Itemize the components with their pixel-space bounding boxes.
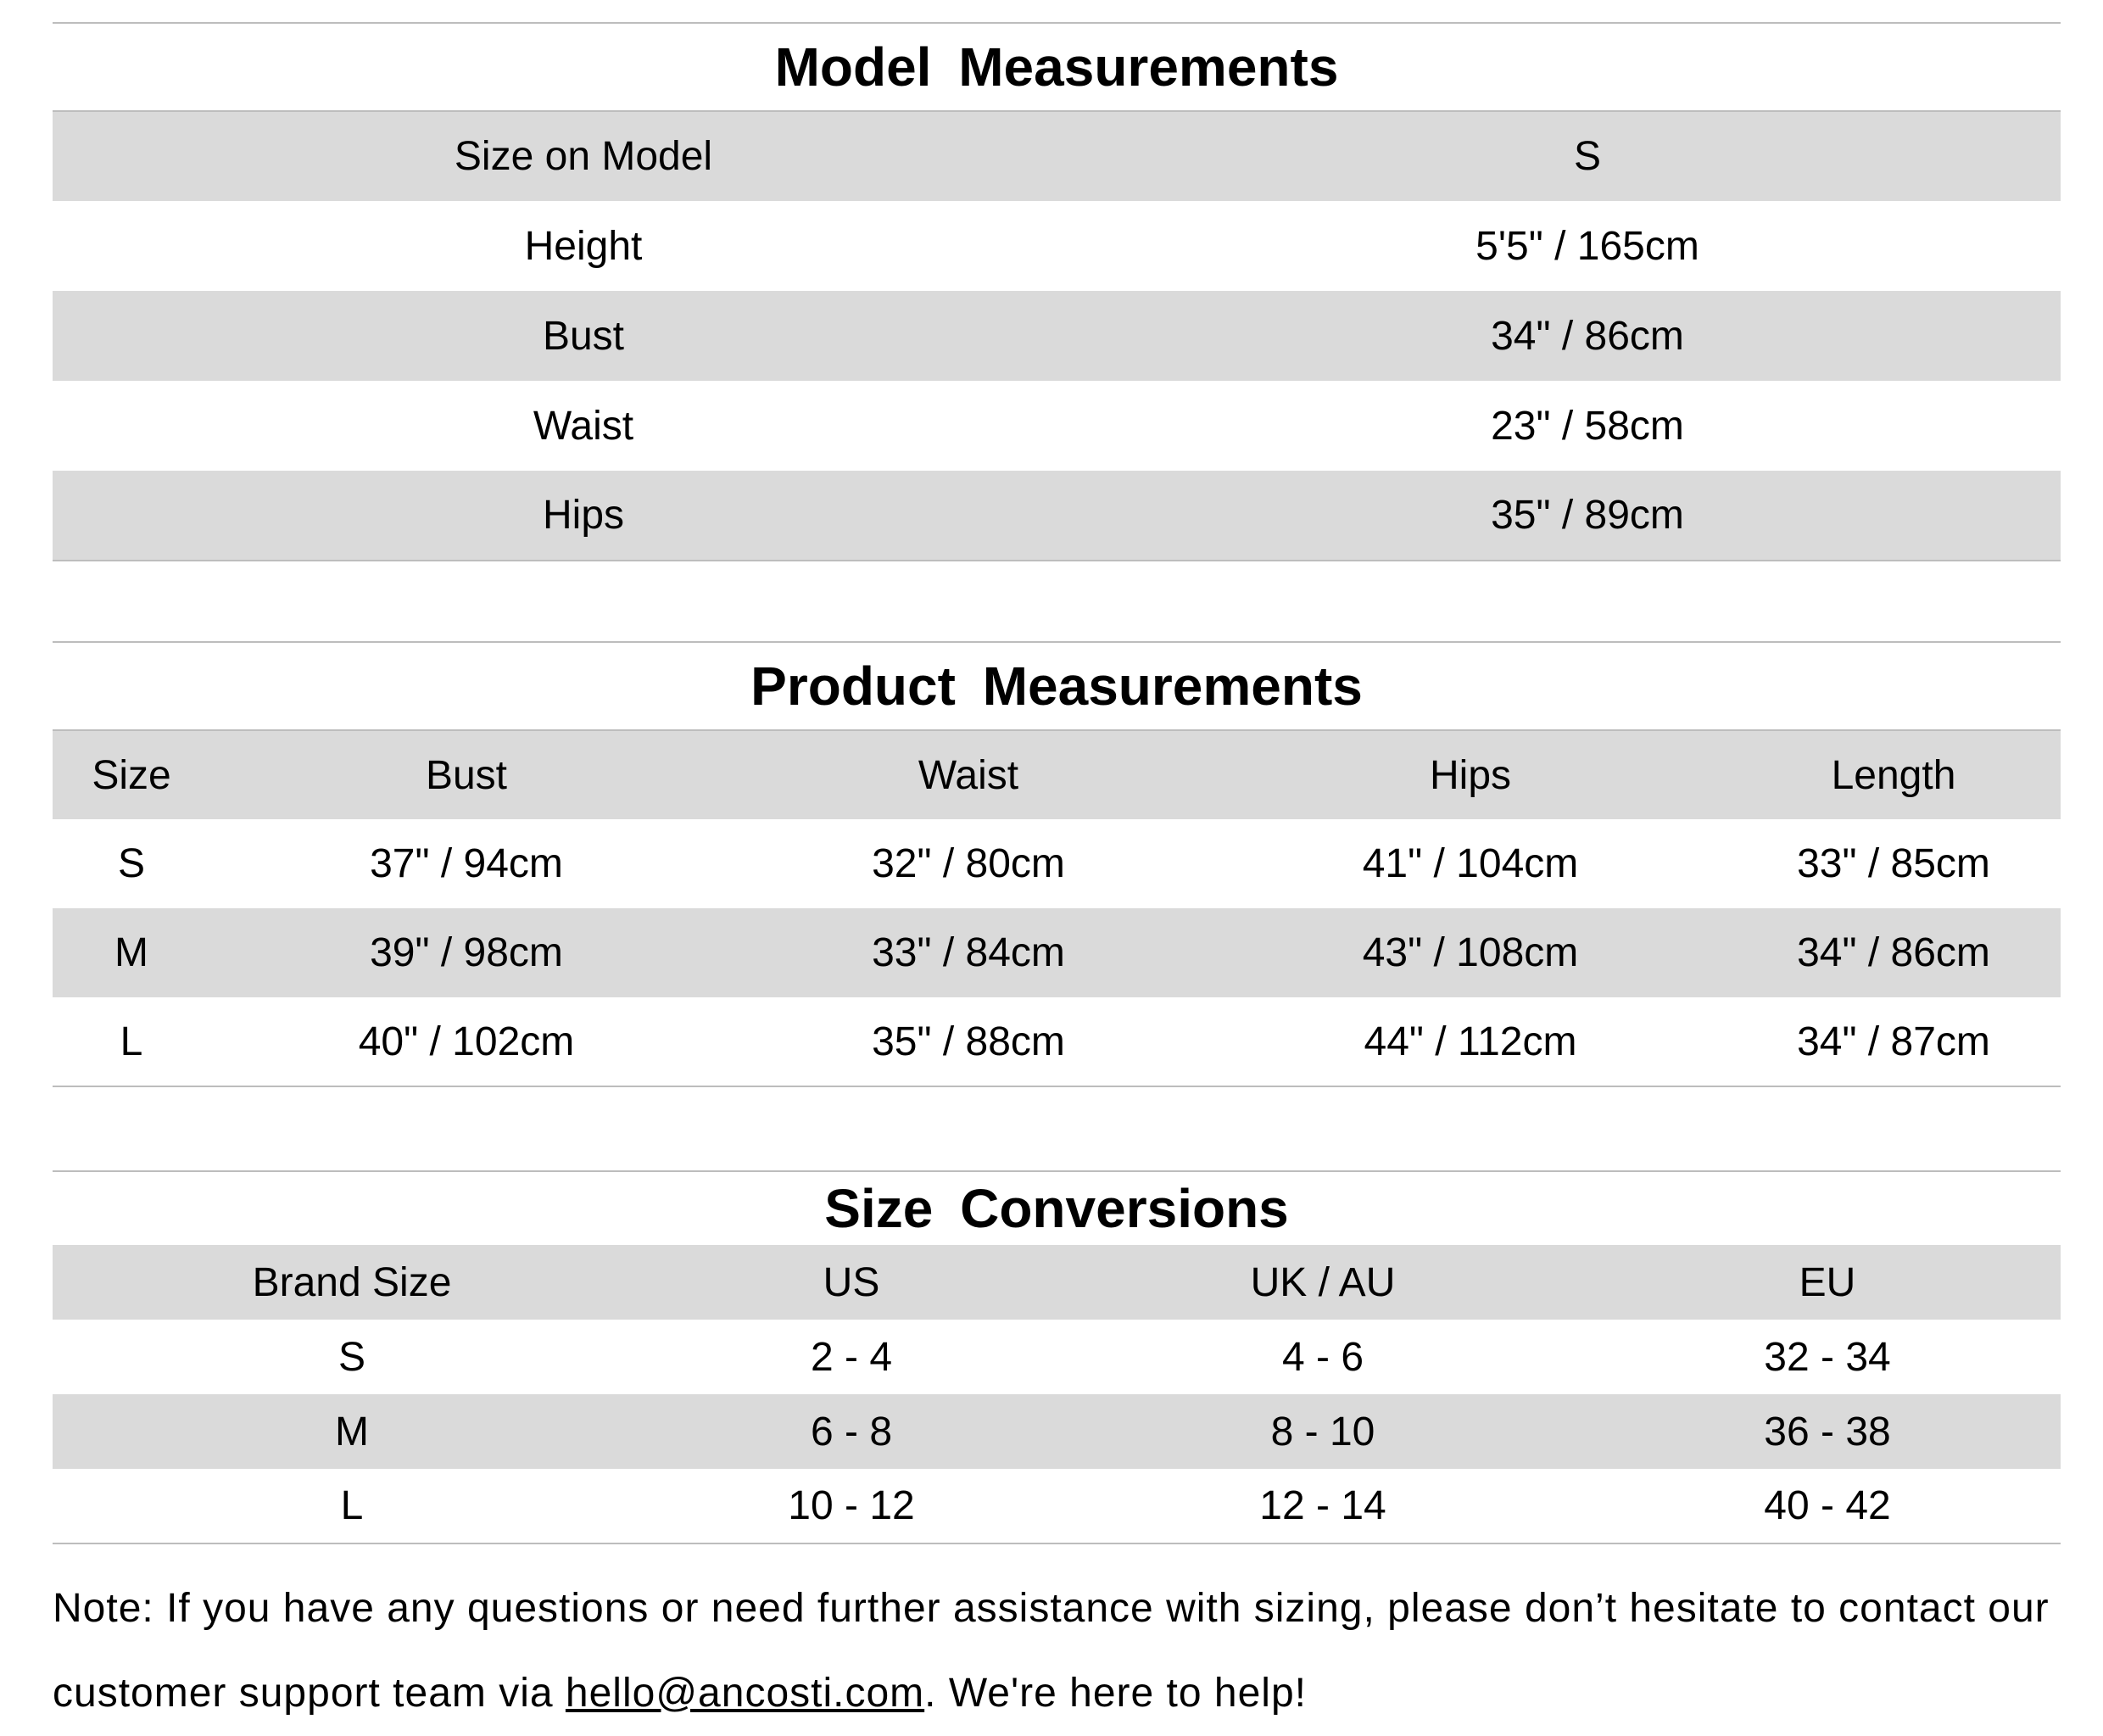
note-text-end: . We're here to help!	[924, 1671, 1307, 1716]
product-measurements-title: Product Measurements	[53, 641, 2061, 729]
table-cell: 12 - 14	[1259, 1483, 1386, 1528]
row-label: Size on Model	[53, 111, 1114, 201]
table-row	[53, 381, 2061, 471]
table-cell: 40 - 42	[1764, 1483, 1891, 1528]
table-cell: M	[53, 1394, 651, 1469]
size-guide	[53, 22, 2061, 1736]
column-header: EU	[1594, 1245, 2061, 1320]
row-value: 34" / 86cm	[1114, 291, 2061, 381]
table-cell: M	[53, 908, 210, 997]
row-label: Waist	[533, 403, 634, 449]
table-cell: L	[120, 1019, 143, 1064]
table-cell: 37" / 94cm	[370, 841, 563, 886]
model-measurements-table	[53, 110, 2061, 561]
table-cell: 36 - 38	[1594, 1394, 2061, 1469]
row-value: 5'5" / 165cm	[1475, 223, 1699, 269]
model-measurements-title: Model Measurements	[53, 22, 2061, 110]
table-header-row	[53, 1245, 2061, 1320]
table-cell: 6 - 8	[651, 1394, 1052, 1469]
table-cell: 32 - 34	[1764, 1334, 1891, 1380]
table-cell: 8 - 10	[1052, 1394, 1594, 1469]
table-cell: S	[337, 1334, 365, 1380]
column-header: Waist	[722, 730, 1214, 819]
table-row	[53, 819, 2061, 908]
table-row	[53, 111, 2061, 201]
table-cell: 33" / 85cm	[1797, 841, 1990, 886]
note-text: Note: If you have any questions or need further assistance with sizing, please don’t hesitate to contact our customer support team via	[53, 1586, 2050, 1716]
table-cell: 32" / 80cm	[872, 841, 1065, 886]
table-row	[53, 471, 2061, 561]
column-header: Length	[1726, 730, 2061, 819]
table-cell: 2 - 4	[810, 1334, 893, 1380]
table-cell: S	[117, 841, 145, 886]
table-cell: 39" / 98cm	[210, 908, 722, 997]
table-row	[53, 1394, 2061, 1469]
table-cell: 34" / 86cm	[1726, 908, 2061, 997]
table-cell: 10 - 12	[788, 1483, 915, 1528]
row-label: Bust	[53, 291, 1114, 381]
table-cell: 34" / 87cm	[1797, 1019, 1990, 1064]
column-header: UK / AU	[1052, 1245, 1594, 1320]
row-value: 35" / 89cm	[1114, 471, 2061, 561]
column-header: Brand Size	[53, 1245, 651, 1320]
row-value: S	[1114, 111, 2061, 201]
table-row	[53, 1469, 2061, 1543]
row-value: 23" / 58cm	[1491, 403, 1684, 449]
support-email-link[interactable]: hello@ancosti.com	[565, 1671, 925, 1716]
sizing-note	[53, 1566, 2061, 1736]
column-header: Hips	[1214, 730, 1726, 819]
table-cell: L	[340, 1483, 364, 1528]
table-cell: 40" / 102cm	[358, 1019, 575, 1064]
table-row	[53, 908, 2061, 997]
table-cell: 41" / 104cm	[1362, 841, 1579, 886]
table-row	[53, 201, 2061, 291]
table-cell: 4 - 6	[1281, 1334, 1364, 1380]
size-conversions-table	[53, 1245, 2061, 1544]
column-header: Size	[53, 730, 210, 819]
table-row	[53, 291, 2061, 381]
row-label: Hips	[53, 471, 1114, 561]
table-row	[53, 1320, 2061, 1394]
table-row	[53, 997, 2061, 1086]
product-measurements-table	[53, 729, 2061, 1087]
size-conversions-title: Size Conversions	[53, 1170, 2061, 1245]
table-cell: 33" / 84cm	[722, 908, 1214, 997]
table-header-row	[53, 730, 2061, 819]
row-label: Height	[524, 223, 643, 269]
table-cell: 43" / 108cm	[1214, 908, 1726, 997]
table-cell: 35" / 88cm	[872, 1019, 1065, 1064]
column-header: US	[651, 1245, 1052, 1320]
column-header: Bust	[210, 730, 722, 819]
table-cell: 44" / 112cm	[1364, 1019, 1577, 1064]
